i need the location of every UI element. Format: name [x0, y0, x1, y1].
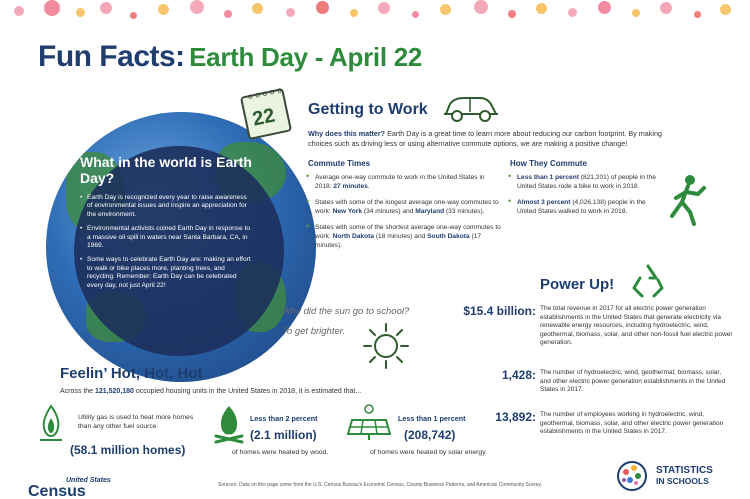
getting-to-work-title: Getting to Work [308, 101, 428, 118]
stat-establishments-text: The number of hydroelectric, wind, geothermal, biomass, solar, and other electric power generation establishments in the United States in 2017. [540, 369, 726, 394]
gas-flame-icon [36, 404, 66, 444]
item-bold-2: South Dakota [427, 233, 470, 240]
calendar-icon [240, 84, 292, 140]
sis-line-2: IN SCHOOLS [656, 476, 709, 486]
dot [224, 10, 232, 18]
dot [130, 12, 137, 19]
decorative-dot-header [0, 0, 750, 34]
list-item [306, 198, 502, 216]
why-text: Earth Day is a great time to learn more about reducing our carbon footprint. By making choices such as driving less or using alternative commute options, we are making a positive change! [308, 129, 662, 148]
statistics-in-schools-logo [656, 466, 713, 486]
title-part-2: Earth Day - April 22 [189, 42, 423, 72]
item-bold: Less than 1 percent [517, 174, 579, 181]
dot [158, 4, 169, 15]
solar-percent: Less than 1 percent [398, 414, 466, 423]
intro-bold: 121,520,180 [95, 388, 134, 395]
wood-percent: Less than 2 percent [250, 414, 318, 423]
earth-day-text [80, 154, 252, 296]
dot [14, 6, 24, 16]
dot [508, 10, 516, 18]
item-text: States with some of the longest average one-way commutes to work: [315, 199, 499, 215]
wood-value: (2.1 million) [250, 428, 317, 442]
dot [316, 1, 329, 14]
dot [190, 0, 204, 14]
stat-employees-text: The number of employees working in hydroelectric, wind, geothermal, biomass, solar, and other electric power generation establishments in the United States in 2017. [540, 411, 724, 436]
intro-pre: Across the [60, 388, 96, 395]
how-they-commute-heading: How They Commute [510, 159, 587, 168]
car-icon [442, 94, 500, 122]
dot [440, 4, 451, 15]
list-item [508, 173, 658, 191]
item-bold: 27 minutes [333, 183, 368, 190]
earth-day-heading: What in the world is Earth Day? [80, 154, 252, 186]
stat-employees-value: 13,892: [495, 410, 536, 424]
statistics-in-schools-logo-icon [612, 454, 652, 494]
dot [350, 9, 358, 17]
item-mid: (34 minutes) and [362, 208, 416, 215]
dot [378, 2, 390, 14]
sources-note: Sources: Data on this page come from the U.S. Census Bureau's Economic Census, County Business Patterns, and American Community Survey. [218, 482, 543, 488]
sun-icon [362, 322, 410, 370]
dot [474, 0, 488, 14]
sis-line-1: STATISTICS [656, 465, 713, 476]
wood-text: of homes were heated by wood. [232, 449, 329, 456]
dot [720, 4, 731, 15]
dot [536, 3, 547, 14]
item-bold-2: Maryland [415, 208, 445, 215]
item-end: (17 minutes). [315, 233, 482, 249]
census-logo-small: United States [66, 477, 111, 484]
dot [44, 0, 60, 16]
dot [100, 2, 112, 14]
stat-revenue-value: $15.4 billion: [463, 304, 536, 318]
dot [412, 11, 419, 18]
power-up-title: Power Up! [540, 276, 615, 293]
stat-revenue-text: The total revenue in 2017 for all electric power generation establishments in the United States that generate electricity via renewable energy resources, including hydroelectric, wind, geothermal, biomass, solar, and other non-fossil fuel electric power generation. [540, 305, 733, 347]
intro-post: occupied housing units in the United States in 2018, it is estimated that... [133, 388, 362, 395]
feelin-hot-intro [60, 388, 361, 395]
earth-day-bullet: • Environmental activists coined Earth Day in response to a massive oil spill in waters near Santa Barbara, CA, in 1969. [80, 225, 252, 250]
walking-person-icon [660, 172, 710, 226]
earth-day-bullet: • Earth Day is recognized every year to raise awareness of environmental issues and inspire an appreciation for the environment. [80, 194, 252, 219]
dot [568, 8, 577, 17]
item-text: States with some of the shortest average one-way commutes to work: [315, 224, 501, 240]
dot [286, 8, 295, 17]
item-bold: New York [332, 208, 363, 215]
item-text: (4,026,138) people in the United States walked to work in 2018. [517, 199, 646, 215]
dot [598, 1, 611, 14]
earth-day-bullet: • Some ways to celebrate Earth Day are: making an effort to walk or bike places more, planting trees, and recycling. Remember: Earth Day can be celebrated every day, not just April 22! [80, 256, 252, 290]
joke-question: Why did the sun go to school? [282, 306, 410, 317]
dot [76, 8, 85, 17]
item-bold: North Dakota [332, 233, 374, 240]
earth-day-bullets [80, 194, 252, 290]
calendar-rings-icon: ooooo [247, 84, 286, 102]
item-text: (821,201) of people in the United States rode a bike to work in 2018. [517, 174, 656, 190]
dot [252, 3, 263, 14]
commute-times-list [306, 173, 502, 257]
item-bold: Almost 3 percent [517, 199, 571, 206]
calendar-number: 22 [250, 104, 277, 131]
feelin-hot-title: Feelin’ Hot, Hot, Hot [60, 365, 203, 382]
list-item [508, 198, 658, 216]
dot [660, 2, 672, 14]
why-it-matters [308, 129, 668, 149]
census-logo-name: Census [28, 483, 86, 499]
recycle-icon [628, 262, 668, 300]
solar-text: of homes were heated by solar energy. [370, 449, 487, 456]
gas-text: Utility gas is used to heat more homes than any other fuel source. [78, 414, 194, 430]
dot [632, 9, 640, 17]
commute-times-heading: Commute Times [308, 159, 371, 168]
solar-panel-icon [346, 402, 392, 442]
item-mid: (18 minutes) and [374, 233, 428, 240]
title-part-1: Fun Facts: [38, 40, 185, 73]
gas-value: (58.1 million homes) [70, 443, 186, 457]
wood-fire-icon [212, 404, 246, 444]
stat-establishments-value: 1,428: [501, 368, 536, 382]
item-text: Average one-way commute to work in the United States in 2018: [315, 174, 485, 190]
list-item [306, 223, 502, 250]
how-they-commute-list [508, 173, 658, 223]
dot [694, 11, 701, 18]
solar-value: (208,742) [404, 428, 456, 442]
list-item [306, 173, 502, 191]
page-title [38, 40, 422, 74]
item-end: . [367, 183, 370, 190]
why-label: Why does this matter? [308, 129, 386, 138]
joke-answer: To get brighter. [282, 326, 346, 337]
item-end: (33 minutes). [444, 208, 485, 215]
